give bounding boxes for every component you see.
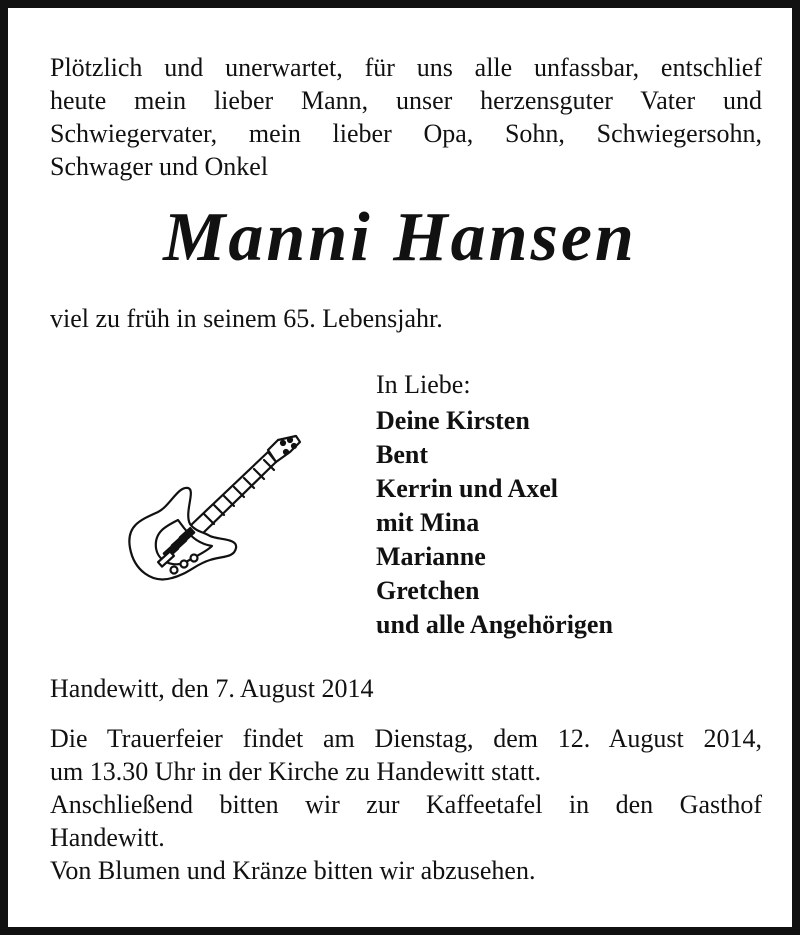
intro-text — [50, 51, 762, 183]
deceased-name: Manni Hansen — [163, 199, 637, 276]
mourner-name: Kerrin und Axel — [376, 474, 559, 503]
service-line: um 13.30 Uhr in der Kirche zu Handewitt statt. — [50, 757, 541, 786]
mourner-name: Gretchen — [376, 576, 480, 605]
mourner-name: Bent — [376, 440, 428, 469]
intro-line: heute mein lieber Mann, unser herzensguter Vater und — [50, 86, 762, 115]
mourner-name: mit Mina — [376, 508, 480, 537]
intro-line: Plötzlich und unerwartet, für uns alle unfassbar, entschlief — [50, 53, 762, 82]
place-date: Handewitt, den 7. August 2014 — [50, 674, 374, 703]
electric-guitar-icon — [118, 428, 308, 588]
service-line: Die Trauerfeier findet am Dienstag, dem 12. August 2014, — [50, 724, 762, 753]
service-line: Von Blumen und Kränze bitten wir abzusehen. — [50, 856, 536, 885]
intro-line: Schwager und Onkel — [50, 152, 269, 181]
mourner-name: und alle Angehörigen — [376, 610, 613, 639]
mourners-list — [376, 368, 613, 642]
mourner-name: Marianne — [376, 542, 486, 571]
service-line: Handewitt. — [50, 823, 165, 852]
intro-line: Schwiegervater, mein lieber Opa, Sohn, Schwiegersohn, — [50, 119, 762, 148]
age-text: viel zu früh in seinem 65. Lebensjahr. — [50, 304, 443, 333]
mourners-label: In Liebe: — [376, 370, 471, 399]
service-info — [50, 722, 762, 887]
mourner-name: Deine Kirsten — [376, 406, 530, 435]
service-line: Anschließend bitten wir zur Kaffeetafel in den Gasthof — [50, 790, 762, 819]
